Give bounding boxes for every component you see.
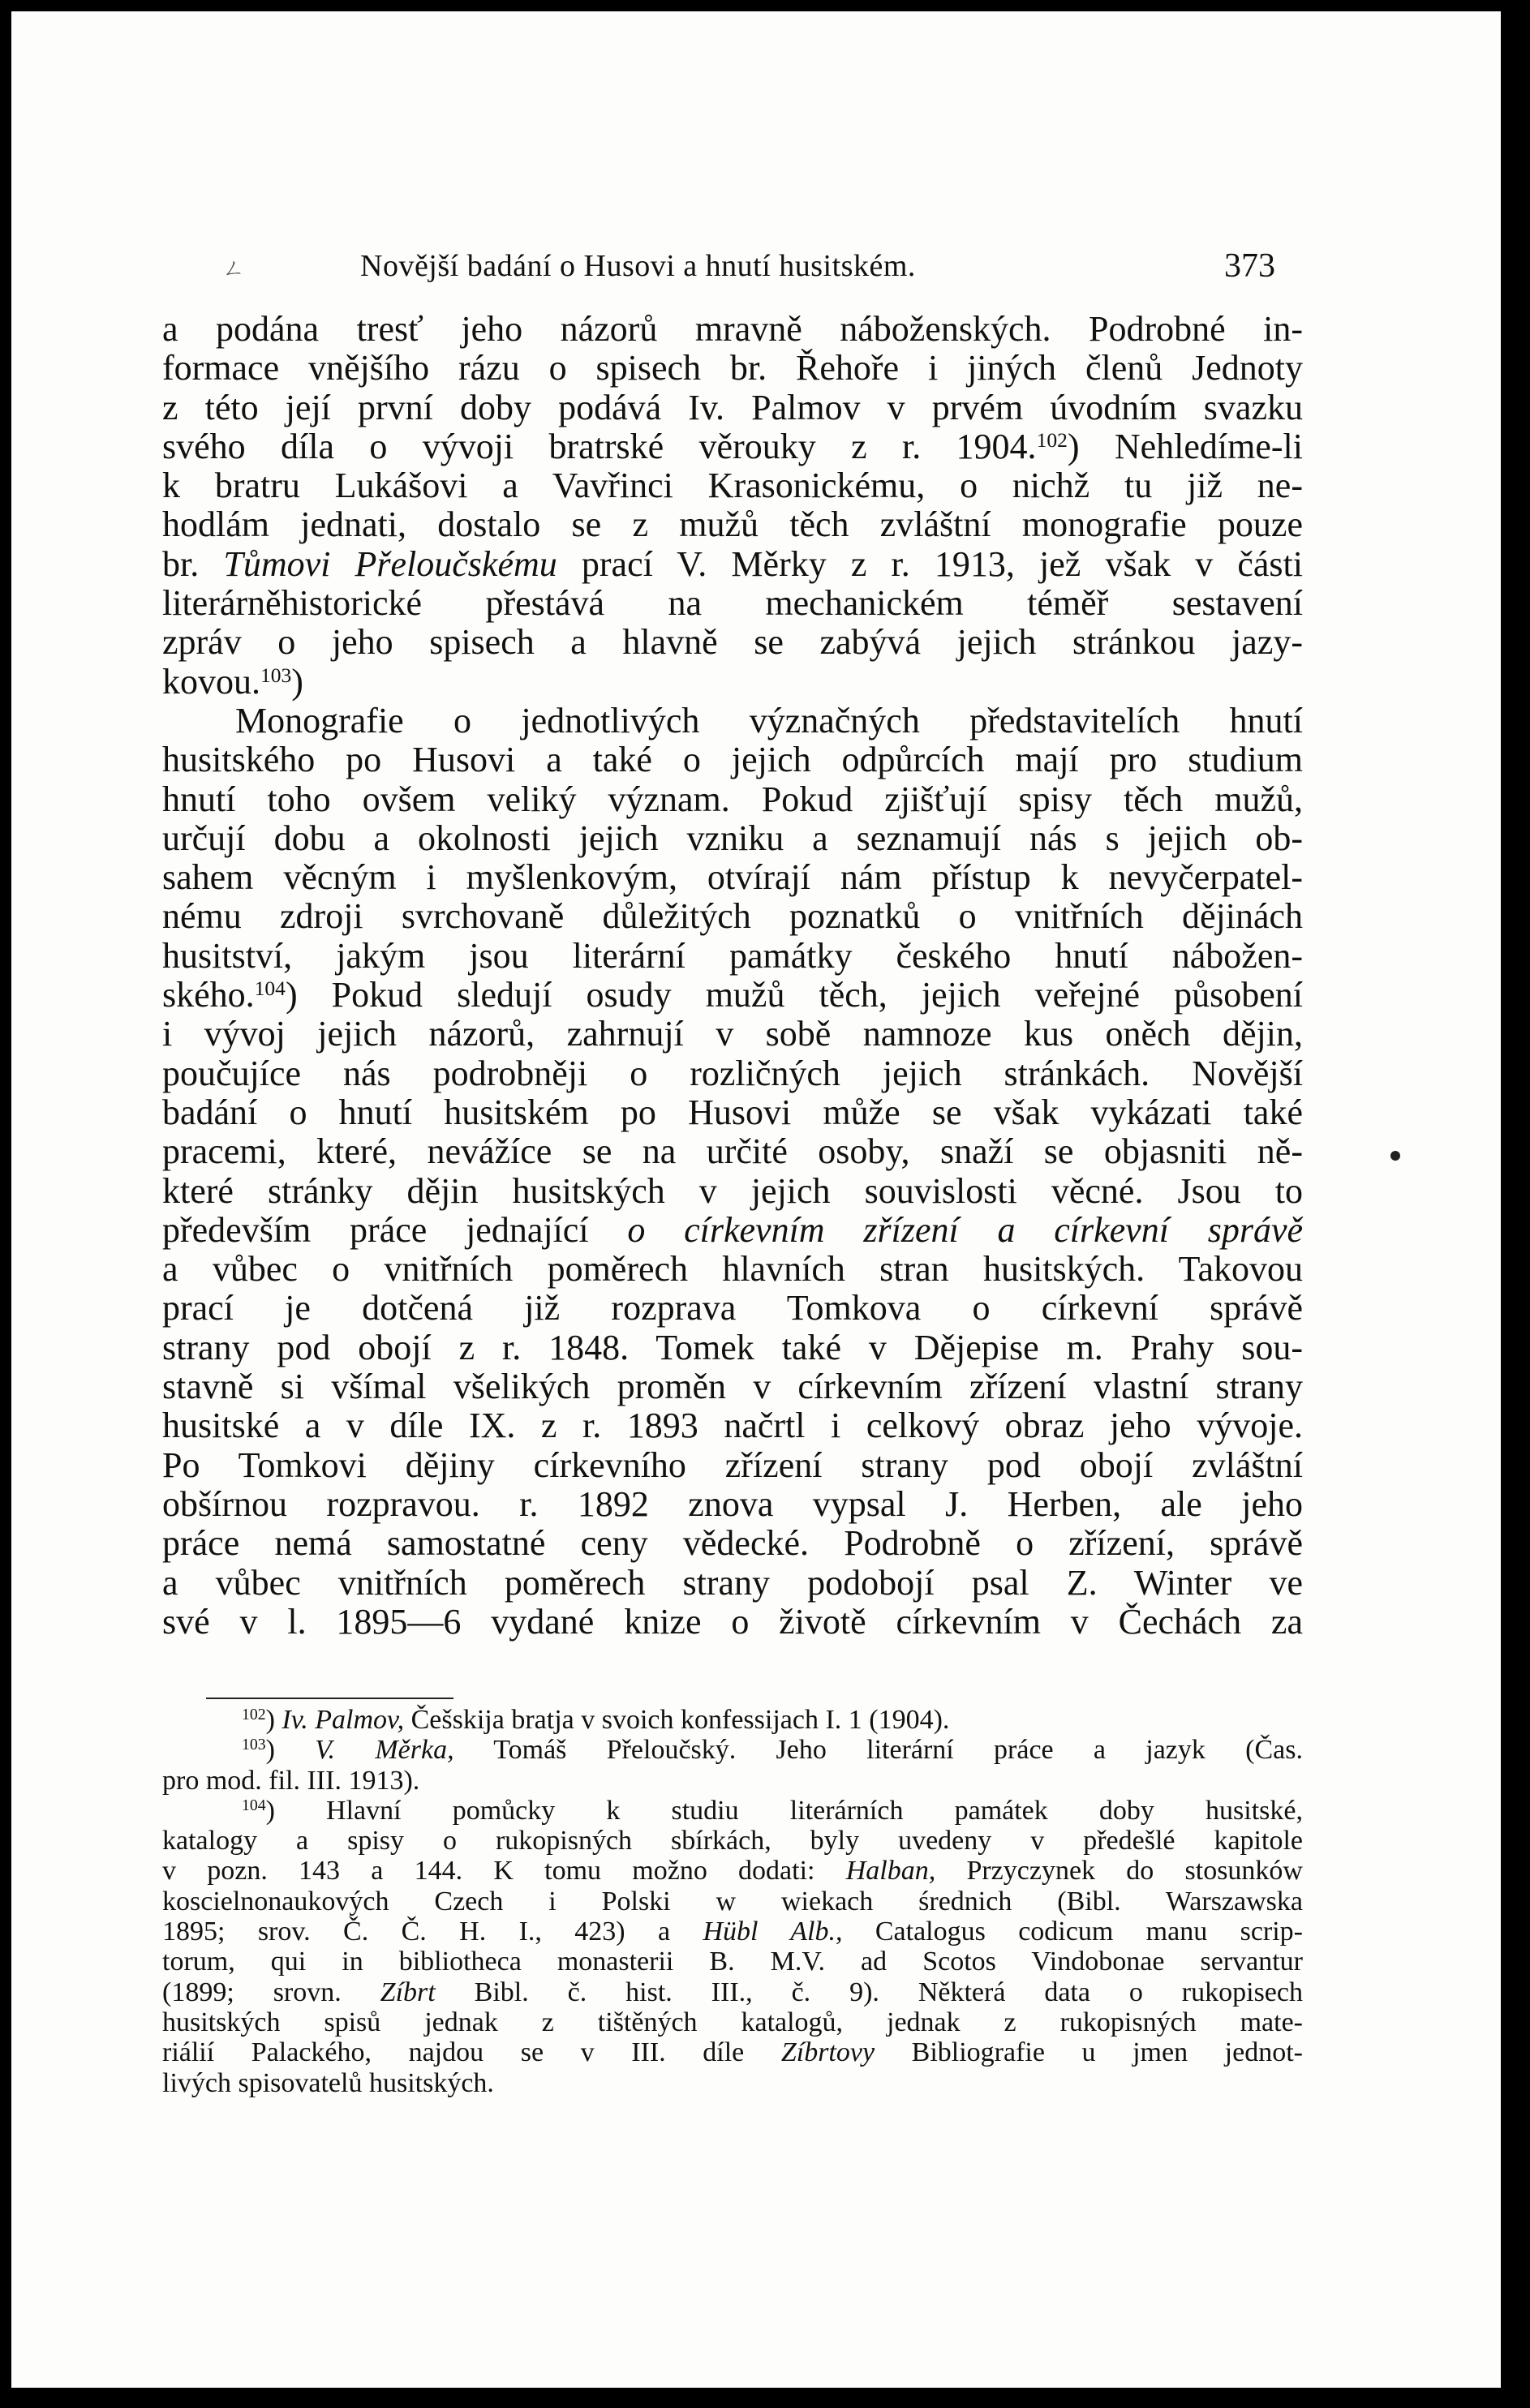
text-segment: 1895; srov. Č. Č. H. I., 423) a xyxy=(162,1917,703,1947)
text-line: badání o hnutí husitském po Husovi může se však vykázati také xyxy=(162,1092,1303,1132)
text-segment: svého díla o vývoji bratrské věrouky z r. 1904. xyxy=(162,426,1037,466)
text-line xyxy=(162,1211,1303,1250)
text-line: určují dobu a okolnosti jejich vzniku a seznamují nás s jejich ob- xyxy=(162,818,1303,858)
text-segment: br. xyxy=(162,543,200,584)
text-line: z této její první doby podává Iv. Palmov v prvém úvodním svazku xyxy=(162,387,1303,427)
text-segment: Bibliografie u jmen jednot- xyxy=(875,2037,1303,2068)
text-line: i vývoj jejich názorů, zahrnují v sobě namnoze kus oněch dějin, xyxy=(162,1014,1303,1054)
italic-phrase: o církevním zřízení a církevní správě xyxy=(627,1209,1304,1250)
text-line: Monografie o jednotlivých význačných představitelích hnutí xyxy=(235,700,1303,740)
footnote-line xyxy=(162,2037,1303,2067)
footnote-line: pro mod. fil. III. 1913). xyxy=(162,1765,420,1796)
text-line: formace vnějšího rázu o spisech br. Řehoře i jiných členů Jednoty xyxy=(162,348,1303,388)
text-line: své v l. 1895—6 vydané knize o životě církevním v Čechách za xyxy=(162,1601,1303,1642)
footnote-line xyxy=(162,1856,1303,1886)
italic-name: Halban, xyxy=(845,1856,936,1886)
text-line xyxy=(162,545,1303,584)
footnote-mark: 103 xyxy=(242,1736,266,1754)
footnote-line xyxy=(162,1977,1303,2007)
text-segment: Przyczynek do stosunków xyxy=(935,1856,1303,1886)
text-line: obšírnou rozpravou. r. 1892 znova vypsal J. Herben, ale jeho xyxy=(162,1483,1303,1524)
text-segment: riálií Palackého, najdou se v III. díle xyxy=(162,2037,781,2068)
text-segment: ského. xyxy=(162,975,255,1015)
footnote-line: husitských spisů jednak z tištěných katalogů, jednak z rukopisných mate- xyxy=(162,2007,1303,2037)
scanned-page xyxy=(11,11,1501,2388)
text-segment: kovou. xyxy=(162,661,260,702)
text-segment: Catalogus codicum manu scrip- xyxy=(842,1917,1303,1947)
text-line: husitského po Husovi a také o jejich odpůrcích mají pro studium xyxy=(162,740,1303,780)
footnote-103 xyxy=(162,1735,1303,1796)
text-line: prací je dotčená již rozprava Tomkova o církevní správě xyxy=(162,1288,1303,1328)
text-line: literárněhistorické přestává na mechanickém téměř sestavení xyxy=(162,583,1303,624)
footnote-line: koscielnonaukových Czech i Polski w wiekach średnich (Bibl. Warszawska xyxy=(162,1886,1303,1917)
italic-name: Zíbrt xyxy=(380,1977,436,2007)
footnote-line xyxy=(162,1917,1303,1947)
text-line: a vůbec vnitřních poměrech strany podobojí psal Z. Winter ve xyxy=(162,1562,1303,1603)
text-segment: Bibl. č. hist. III., č. 9). Některá data o rukopisech xyxy=(435,1977,1303,2007)
footnotes xyxy=(162,1705,1303,2098)
footnote-ref-104: 104 xyxy=(254,977,286,1001)
text-line: práce nemá samostatné ceny vědecké. Podrobně o zřízení, správě xyxy=(162,1523,1303,1564)
italic-name: Tůmovi Přeloučskému xyxy=(223,543,557,584)
text-line xyxy=(162,976,1303,1015)
footnote-line: katalogy a spisy o rukopisných sbírkách, byly uvedeny v předešlé kapitole xyxy=(162,1826,1303,1856)
text-segment: Tomáš Přeloučský. Jeho literární práce a jazyk (Čas. xyxy=(453,1735,1303,1766)
footnote-104 xyxy=(162,1796,1303,2098)
footnote-author: V. Měrka, xyxy=(315,1735,454,1766)
footnote-line: $^{103}$) V. Měrka, Tomáš Přeloučský. Jeho literární práce a jazyk (Čas. xyxy=(242,1735,1303,1766)
text-line: strany pod obojí z r. 1848. Tomek také v Dějepise m. Prahy sou- xyxy=(162,1327,1303,1367)
footnote-divider xyxy=(206,1698,453,1699)
text-segment: v pozn. 143 a 144. K tomu možno dodati: xyxy=(162,1856,846,1886)
paragraph-1 xyxy=(162,310,1303,702)
text-line: husitské a v díle IX. z r. 1893 načrtl i celkový obraz jeho vývoje. xyxy=(162,1406,1303,1446)
text-line: hnutí toho ovšem veliký význam. Pokud zjišťují spisy těch mužů, xyxy=(162,779,1303,819)
text-segment: ) xyxy=(291,661,303,702)
margin-dot xyxy=(1390,1151,1400,1161)
text-segment: Češskija bratja v svoich konfessijach I. 1 (1904). xyxy=(404,1705,950,1735)
footnote-ref-103: 103 xyxy=(260,663,292,687)
text-line: k bratru Lukášovi a Vavřinci Krasonickému, o nichž tu již ne- xyxy=(162,466,1303,506)
footnote-line: torum, qui in bibliotheca monasterii B. M.V. ad Scotos Vindobonae servantur xyxy=(162,1947,1303,1977)
italic-name: Zíbrtovy xyxy=(780,2037,875,2068)
text-line xyxy=(162,427,1303,466)
text-segment: prací V. Měrky z r. 1913, jež však v části xyxy=(557,543,1304,584)
text-segment: především práce jednající xyxy=(162,1209,589,1250)
italic-name: Hübl Alb., xyxy=(703,1917,843,1947)
footnote-author: Iv. Palmov, xyxy=(282,1705,405,1735)
text-line: poučujíce nás podrobněji o rozličných jejich stránkách. Novější xyxy=(162,1053,1303,1093)
text-line xyxy=(162,663,1303,702)
footnote-ref-102: 102 xyxy=(1036,427,1068,452)
text-line: Po Tomkovi dějiny církevního zřízení strany pod obojí zvláštní xyxy=(162,1444,1303,1485)
body-text xyxy=(162,310,1303,1642)
footnote-mark: 102 xyxy=(242,1706,266,1724)
text-segment: ) Pokud sledují osudy mužů těch, jejich veřejné působení xyxy=(285,975,1303,1015)
footnote-102 xyxy=(162,1705,1303,1735)
running-head: Novější badání o Husovi a hnutí husitském. xyxy=(360,249,916,283)
footnote-line: $^{102}$) Iv. Palmov, Češskija bratja v svoich konfessijach I. 1 (1904). xyxy=(242,1705,950,1735)
text-segment: ) Hlavní pomůcky k studiu literárních památek doby husitské, xyxy=(265,1795,1303,1826)
text-line: husitství, jakým jsou literární památky českého hnutí nábožen- xyxy=(162,935,1303,976)
text-segment: (1899; srovn. xyxy=(162,1977,380,2007)
text-line: stavně si všímal všelikých proměn v církevním zřízení vlastní strany xyxy=(162,1367,1303,1407)
footnote-line: livých spisovatelů husitských. xyxy=(162,2067,494,2098)
text-line: zpráv o jeho spisech a hlavně se zabývá jejich stránkou jazy- xyxy=(162,622,1303,663)
text-line: hodlám jednati, dostalo se z mužů těch zvláštní monografie pouze xyxy=(162,504,1303,545)
text-line: a podána tresť jeho názorů mravně náboženských. Podrobné in- xyxy=(162,309,1303,349)
paragraph-2 xyxy=(162,702,1303,1642)
page-number: 373 xyxy=(1224,247,1275,285)
text-line: a vůbec o vnitřních poměrech hlavních stran husitských. Takovou xyxy=(162,1249,1303,1290)
text-line: sahem věcným i myšlenkovým, otvírají nám přístup k nevyčerpatel- xyxy=(162,857,1303,898)
scan-artifact-mark: ㄥ xyxy=(222,256,244,281)
text-line: pracemi, které, nevážíce se na určité osoby, snaží se objasniti ně- xyxy=(162,1131,1303,1172)
text-line: které stránky dějin husitských v jejich souvislosti věcné. Jsou to xyxy=(162,1170,1303,1211)
footnote-line xyxy=(162,1796,1303,1826)
footnote-mark: 104 xyxy=(242,1796,266,1815)
text-line: nému zdroji svrchovaně důležitých poznatků o vnitřních dějinách xyxy=(162,896,1303,937)
text-segment: ) Nehledíme-li xyxy=(1067,426,1303,466)
